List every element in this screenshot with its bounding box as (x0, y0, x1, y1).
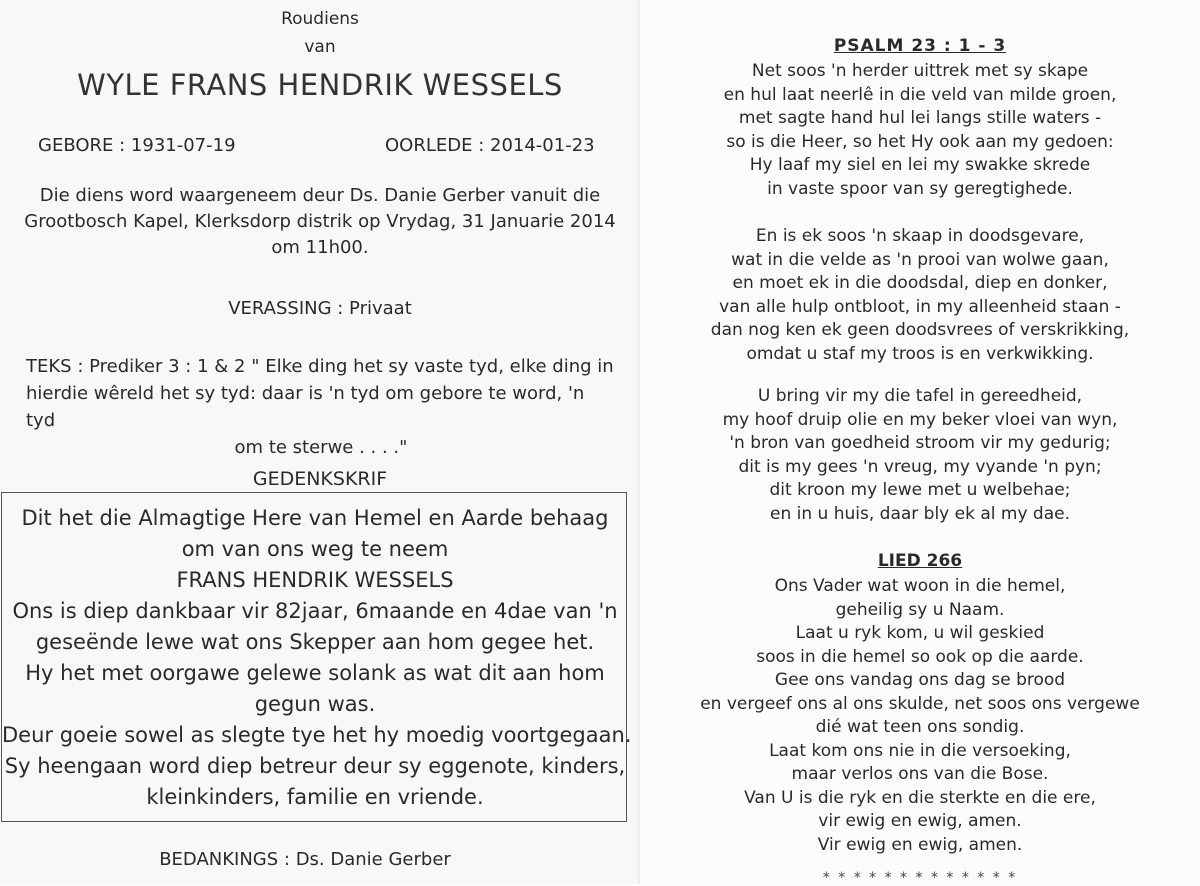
scripture-text (26, 353, 616, 461)
death-date: OORLEDE : 2014-01-23 (385, 135, 595, 156)
verse-line: dan nog ken ek geen doodsvrees of verskrikking, (710, 320, 1130, 340)
verse-line: en moet ek in die doodsdal, diep en donker, (732, 273, 1108, 293)
memorial-line: Ons is diep dankbaar vir 82jaar, 6maande en 4dae van 'n (12, 599, 618, 623)
birth-date: GEBORE : 1931-07-19 (38, 135, 236, 156)
psalm-title: PSALM 23 : 1 - 3 (833, 36, 1007, 56)
memorial-title: GEDENKSKRIF (252, 468, 388, 490)
verse-line: Hy laaf my siel en lei my swakke skrede (749, 155, 1091, 175)
verse-line: En is ek soos 'n skaap in doodsgevare, (755, 226, 1085, 246)
memorial-line: geseënde lewe wat ons Skepper aan hom gegee het. (35, 630, 595, 654)
end-stars: * * * * * * * * * * * * * (822, 870, 1018, 886)
psalm-stanza-1 (640, 60, 1200, 201)
verse-line: my hoof druip olie en my beker vloei van wyn, (722, 409, 1118, 430)
verse-line: met sagte hand hul lei langs stille waters - (738, 108, 1102, 128)
memorial-line: FRANS HENDRIK WESSELS (176, 568, 454, 592)
verse-line: en hul laat neerlê in die veld van milde groen, (723, 84, 1117, 105)
scripture-line: om te sterwe . . . ." (234, 437, 408, 458)
psalm-stanza-3 (640, 385, 1200, 526)
service-line: om 11h00. (271, 237, 369, 258)
verse-line: wat in die velde as 'n prooi van wolwe gaan, (731, 249, 1109, 270)
service-details (0, 183, 640, 261)
verse-line: omdat u staf my troos is en verkwikking. (746, 343, 1094, 364)
psalm-stanza-2 (640, 225, 1200, 366)
memorial-text (2, 503, 632, 813)
service-line: Die diens word waargeneem deur Ds. Danie Gerber vanuit die (39, 185, 601, 206)
memorial-line: kleinkinders, familie en vriende. (146, 785, 484, 809)
verse-line: so is die Heer, so het Hy ook aan my gedoen: (726, 131, 1114, 152)
hymn-line: dié wat teen ons sondig. (815, 717, 1025, 737)
hymn-line: Van U is die ryk en die sterkte en die ere, (744, 787, 1096, 808)
memorial-line: Dit het die Almagtige Here van Hemel en Aarde behaag (21, 506, 609, 530)
hymn-line: en vergeef ons al ons skulde, net soos ons vergewe (700, 693, 1140, 714)
hymn-line: Laat kom ons nie in die versoeking, (769, 740, 1071, 761)
verse-line: U bring vir my die tafel in gereedheid, (757, 386, 1083, 406)
hymn-line: Vir ewig en ewig, amen. (817, 834, 1023, 855)
memorial-line: gegun was. (254, 692, 376, 716)
hymn-line: soos in die hemel so ook op die aarde. (756, 646, 1084, 667)
heading-roudiens: Roudiens (281, 9, 359, 29)
heading-van: van (304, 37, 336, 57)
hymn-line: geheilig sy u Naam. (835, 599, 1005, 620)
memorial-line: Deur goeie sowel as slegte tye het hy moedig voortgegaan. (2, 723, 632, 747)
memorial-line: Sy heengaan word diep betreur deur sy eggenote, kinders, (4, 754, 626, 778)
verse-line: in vaste spoor van sy geregtighede. (767, 178, 1073, 199)
memorial-box (1, 492, 632, 822)
hymn-title: LIED 266 (877, 551, 963, 571)
verse-line: dit kroon my lewe met u welbehae; (769, 480, 1071, 500)
deceased-name: WYLE FRANS HENDRIK WESSELS (77, 68, 563, 102)
scripture-line: hierdie wêreld het sy tyd: daar is 'n tyd om gebore te word, 'n tyd (26, 383, 585, 431)
cremation-note: VERASSING : Privaat (228, 298, 412, 319)
memorial-line: om van ons weg te neem (181, 537, 449, 561)
service-line: Grootbosch Kapel, Klerksdorp distrik op Vrydag, 31 Januarie 2014 (24, 211, 616, 232)
right-page (640, 0, 1200, 884)
verse-line: Net soos 'n herder uittrek met sy skape (751, 61, 1089, 81)
hymn-line: maar verlos ons van die Bose. (791, 764, 1049, 784)
hymn-line: Laat u ryk kom, u wil geskied (795, 623, 1045, 643)
memorial-line: Hy het met oorgawe gelewe solank as wat dit aan hom (25, 661, 605, 685)
verse-line: en in u huis, daar bly ek al my dae. (770, 503, 1070, 524)
verse-line: 'n bron van goedheid stroom vir my gedurig; (729, 433, 1111, 453)
scripture-line: TEKS : Prediker 3 : 1 & 2 " Elke ding het sy vaste tyd, elke ding in (26, 356, 614, 377)
thanks-line: BEDANKINGS : Ds. Danie Gerber (159, 849, 451, 870)
verse-line: dit is my gees 'n vreug, my vyande 'n pyn; (738, 456, 1102, 477)
hymn-text (640, 575, 1200, 857)
verse-line: van alle hulp ontbloot, in my alleenheid staan - (719, 296, 1121, 317)
hymn-line: Ons Vader wat woon in die hemel, (774, 576, 1066, 596)
hymn-line: vir ewig en ewig, amen. (818, 811, 1022, 831)
hymn-line: Gee ons vandag ons dag se brood (774, 670, 1066, 690)
